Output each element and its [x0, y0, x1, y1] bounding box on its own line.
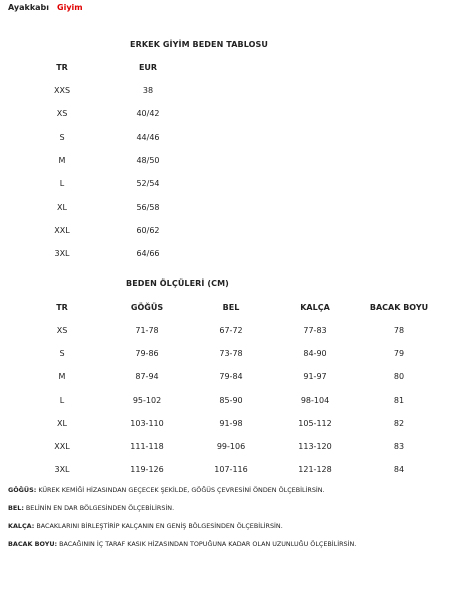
column-header: BEL	[222, 303, 240, 312]
table-cell: M	[58, 372, 66, 382]
table-cell: 87-94	[135, 372, 159, 382]
table-cell: 40/42	[136, 109, 160, 119]
table-cell: 121-128	[298, 465, 332, 475]
column-header: TR	[56, 63, 68, 72]
table-cell: 44/46	[136, 132, 160, 142]
table-cell: 3XL	[54, 249, 70, 259]
column-header: GÖĞÜS	[130, 303, 164, 312]
table-cell: 84-90	[303, 349, 327, 359]
table-cell: 79	[393, 349, 405, 359]
table2-title: BEDEN ÖLÇÜLERİ (CM)	[126, 279, 229, 288]
table-cell: 73-78	[219, 349, 243, 359]
table-cell: 105-112	[298, 418, 332, 428]
table-cell: L	[59, 395, 65, 405]
table-cell: 71-78	[135, 326, 159, 335]
table-cell: 95-102	[132, 395, 162, 405]
table-cell: 67-72	[219, 326, 243, 335]
table-cell: 52/54	[136, 179, 160, 189]
table-cell: 111-118	[130, 442, 164, 451]
table-cell: 82	[393, 418, 405, 428]
table-cell: 78	[393, 326, 405, 335]
table-cell: XL	[57, 418, 67, 428]
note-kalca: KALÇA: BACAKLARINI BİRLEŞTİRİP KALÇANIN EN GENİŞ BÖLGESİNDEN ÖLÇEBİLİRSİN.	[8, 522, 283, 530]
table-cell: XS	[56, 109, 68, 119]
column-header: EUR	[138, 63, 158, 72]
table-cell: M	[58, 155, 66, 165]
table-cell: 119-126	[130, 465, 164, 475]
column-header: TR	[56, 303, 68, 312]
table1-title: ERKEK GİYİM BEDEN TABLOSU	[130, 40, 268, 49]
table-cell: 38	[142, 86, 154, 95]
table-cell: 81	[393, 395, 405, 405]
table-cell: 3XL	[54, 465, 70, 475]
tab-ayakkabi[interactable]: Ayakkabı	[8, 3, 50, 12]
table-cell: 80	[393, 372, 405, 382]
table-cell: 113-120	[298, 442, 332, 451]
table-cell: 91-98	[219, 418, 243, 428]
table-cell: 107-116	[214, 465, 248, 475]
measurement-notes	[8, 486, 388, 558]
column-header: KALÇA	[300, 303, 330, 312]
tab-giyim[interactable]: Giyim	[57, 3, 83, 12]
note-bacak-boyu: BACAK BOYU: BACAĞININ İÇ TARAF KASIK HİZASINDAN TOPUĞUNA KADAR OLAN UZUNLUĞU ÖLÇEBİLİRSİN.	[8, 540, 357, 548]
table-cell: 103-110	[130, 418, 164, 428]
note-gogus: GÖĞÜS: KÜREK KEMİĞİ HİZASINDAN GEÇECEK ŞEKİLDE, GÖĞÜS ÇEVRESİNİ ÖNDEN ÖLÇEBİLİRSİN.	[8, 486, 325, 494]
table-cell: XL	[57, 202, 67, 212]
table-cell: 77-83	[303, 326, 327, 335]
table-cell: S	[59, 349, 65, 359]
table-cell: 99-106	[216, 442, 246, 451]
table-cell: 85-90	[219, 395, 243, 405]
table-cell: XXL	[54, 225, 70, 235]
table-cell: 48/50	[136, 155, 160, 165]
table-cell: 91-97	[303, 372, 327, 382]
table-cell: XXS	[53, 86, 71, 95]
note-bel: BEL: BELİNİN EN DAR BÖLGESİNDEN ÖLÇEBİLİRSİN.	[8, 504, 175, 512]
table-cell: 84	[393, 465, 405, 475]
table-cell: XS	[56, 326, 68, 335]
table-cell: 64/66	[136, 249, 160, 259]
table-cell: 83	[393, 442, 405, 451]
table-cell: L	[59, 179, 65, 189]
table-cell: XXL	[54, 442, 70, 451]
table-cell: 60/62	[136, 225, 160, 235]
category-tabs	[8, 3, 83, 12]
table-cell: 79-84	[219, 372, 243, 382]
table-cell: 79-86	[135, 349, 159, 359]
table-cell: 56/58	[136, 202, 160, 212]
table-cell: 98-104	[300, 395, 330, 405]
column-header: BACAK BOYU	[369, 303, 429, 312]
table-cell: S	[59, 132, 65, 142]
